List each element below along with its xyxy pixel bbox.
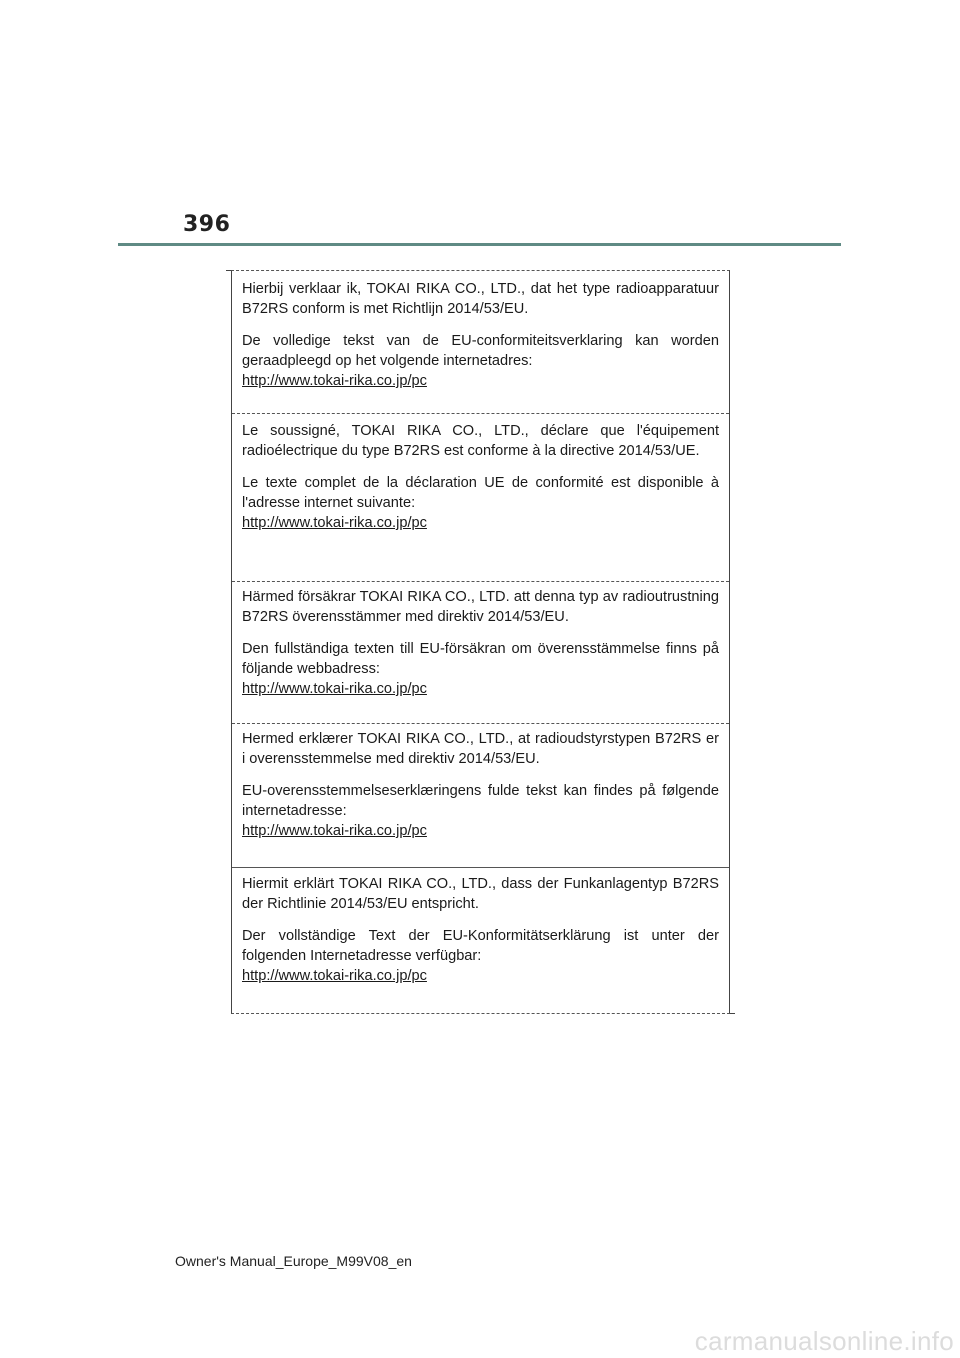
watermark: carmanualsonline.info [694,1326,954,1356]
footer-manual-id: Owner's Manual_Europe_M99V08_en [175,1253,412,1269]
declaration-url-link[interactable]: http://www.tokai-rika.co.jp/pc [242,823,427,839]
declaration-url-link[interactable]: http://www.tokai-rika.co.jp/pc [242,373,427,389]
declaration-statement: Hierbij verklaar ik, TOKAI RIKA CO., LTD., dat het type radioapparatuur B72RS conform is met Richtlijn 2014/53/EU. [242,281,719,317]
declaration-url-link[interactable]: http://www.tokai-rika.co.jp/pc [242,515,427,531]
declaration-dutch [232,279,729,391]
declaration-statement: Härmed försäkrar TOKAI RIKA CO., LTD. att denna typ av radioutrustning B72RS överensstämmer med direktiv 2014/53/EU. [242,589,719,625]
declaration-availability [242,781,719,841]
availability-text: Der vollständige Text der EU-Konformitätserklärung ist unter der folgenden Internetadresse verfügbar: [242,928,719,964]
declaration-danish [232,729,729,841]
header-rule [118,243,841,246]
declaration-availability [242,926,719,986]
availability-text: De volledige tekst van de EU-conformiteitsverklaring kan worden geraadpleegd op het volgende internetadres: [242,333,719,369]
declaration-german [232,874,729,986]
declaration-url-link[interactable]: http://www.tokai-rika.co.jp/pc [242,681,427,697]
declaration-availability [242,331,719,391]
declaration-statement: Hiermit erklärt TOKAI RIKA CO., LTD., dass der Funkanlagentyp B72RS der Richtlinie 2014/53/EU entspricht. [242,876,719,912]
section-divider [232,413,729,414]
declaration-french [232,421,729,533]
declaration-swedish [232,587,729,699]
declaration-availability [242,473,719,533]
page-number: 396 [183,212,231,237]
declaration-of-conformity-box [231,270,730,1014]
declaration-statement: Hermed erklærer TOKAI RIKA CO., LTD., at radioudstyrstypen B72RS er i overensstemmelse med direktiv 2014/53/EU. [242,731,719,767]
declaration-url-link[interactable]: http://www.tokai-rika.co.jp/pc [242,968,427,984]
section-divider [232,723,729,724]
availability-text: Le texte complet de la déclaration UE de conformité est disponible à l'adresse internet suivante: [242,475,719,511]
declaration-availability [242,639,719,699]
availability-text: EU-overensstemmelseserklæringens fulde tekst kan findes på følgende internetadresse: [242,783,719,819]
section-divider [232,581,729,582]
declaration-statement: Le soussigné, TOKAI RIKA CO., LTD., déclare que l'équipement radioélectrique du type B72RS est conforme à la directive 2014/53/UE. [242,423,719,459]
section-divider [232,867,729,868]
availability-text: Den fullständiga texten till EU-försäkran om överensstämmelse finns på följande webbadress: [242,641,719,677]
